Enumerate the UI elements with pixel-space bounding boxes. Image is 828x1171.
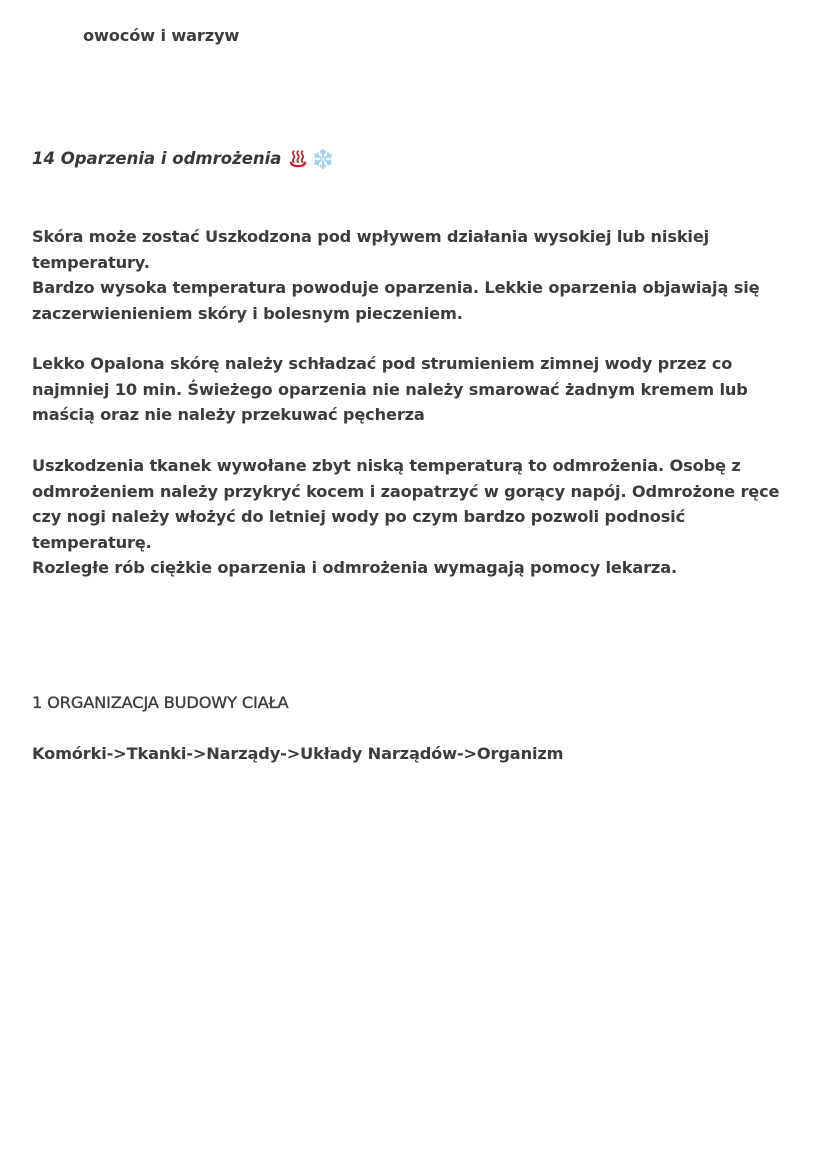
continuation-text: owoców i warzyw <box>83 26 240 45</box>
section-14-heading-text: 14 Oparzenia i odmrożenia <box>32 149 282 168</box>
hot-springs-icon <box>287 148 309 170</box>
body-hierarchy-text: Komórki->Tkanki->Narządy->Układy Narządów->Organizm <box>32 744 564 763</box>
paragraph-frostbite: Uszkodzenia tkanek wywołane zbyt niską temperaturą to odmrożenia. Osobę z odmrożeniem należy przykryć kocem i zaopatrzyć w gorący napój. Odmrożone ręce czy nogi należy włożyć do letniej wody po czym bardzo pozwoli podnosić temperaturę. <box>32 456 780 552</box>
paragraph-intro: Skóra może zostać Uszkodzona pod wpływem działania wysokiej lub niskiej temperatury. <box>32 227 710 272</box>
paragraph-burn-treatment: Lekko Opalona skórę należy schładzać pod strumieniem zimnej wody przez co najmniej 10 min. Świeżego oparzenia nie należy smarować żadnym kremem lub maścią oraz nie należy przekuwać pęcherza <box>32 354 748 424</box>
paragraph-burns: Bardzo wysoka temperatura powoduje oparzenia. Lekkie oparzenia objawiają się zaczerwienieniem skóry i bolesnym pieczeniem. <box>32 278 760 323</box>
section-1-heading: 1 ORGANIZACJA BUDOWY CIAŁA <box>32 693 289 712</box>
snowflake-icon <box>312 148 334 170</box>
paragraph-doctor: Rozległe rób ciężkie oparzenia i odmrożenia wymagają pomocy lekarza. <box>32 558 677 577</box>
section-14-heading <box>32 147 334 171</box>
